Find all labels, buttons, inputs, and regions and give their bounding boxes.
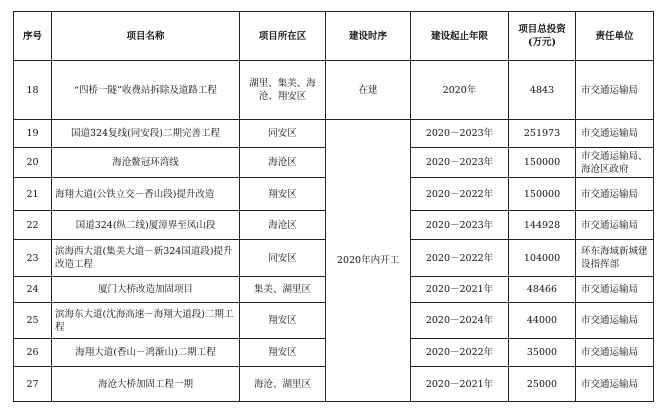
project-table — [13, 11, 654, 402]
row-seq: 26 — [14, 339, 52, 367]
row-seq: 20 — [14, 148, 52, 178]
header-unit: 责任单位 — [576, 12, 654, 61]
row-years: 2020－2024年 — [411, 303, 509, 339]
row-seq: 18 — [14, 61, 52, 120]
row-unit: 市交通运输局 — [576, 367, 654, 402]
row-name: 国道324(纵二线)厦漳界至凤山段 — [52, 211, 240, 240]
row-name: “四桥一隧”收费站拆除及道路工程 — [52, 61, 240, 120]
row-unit: 市交通运输局 — [576, 61, 654, 120]
row-years: 2020－2021年 — [411, 367, 509, 402]
header-years: 建设起止年限 — [411, 12, 509, 61]
row-investment: 144928 — [509, 211, 576, 240]
row-years: 2020－2021年 — [411, 277, 509, 303]
row-unit: 市交通运输局 — [576, 120, 654, 148]
header-investment-line1: 项目总投资 — [518, 24, 566, 35]
row-name: 滨海西大道(集美大道－新324国道段)提升改造工程 — [52, 240, 240, 277]
row-seq: 23 — [14, 240, 52, 277]
row-years: 2020－2022年 — [411, 240, 509, 277]
row-years: 2020－2023年 — [411, 148, 509, 178]
row-district: 海沧、湖里区 — [240, 367, 326, 402]
row-district: 海沧区 — [240, 211, 326, 240]
row-seq: 19 — [14, 120, 52, 148]
row-investment: 35000 — [509, 339, 576, 367]
row-district: 翔安区 — [240, 303, 326, 339]
row-seq: 27 — [14, 367, 52, 402]
row-investment: 150000 — [509, 148, 576, 178]
row-investment: 44000 — [509, 303, 576, 339]
row-unit: 市交通运输局 — [576, 178, 654, 211]
header-seq: 序号 — [14, 12, 52, 61]
row-name: 海沧鳌冠环湾线 — [52, 148, 240, 178]
row-investment: 25000 — [509, 367, 576, 402]
row-years: 2020年 — [411, 61, 509, 120]
row-seq: 22 — [14, 211, 52, 240]
timing-group-cell: 2020年内开工 — [326, 120, 411, 402]
row-unit: 市交通运输局 — [576, 211, 654, 240]
row-name: 海翔大道(公铁立交－香山段)提升改造 — [52, 178, 240, 211]
row-investment: 48466 — [509, 277, 576, 303]
table-row — [14, 61, 654, 120]
row-seq: 25 — [14, 303, 52, 339]
row-investment: 104000 — [509, 240, 576, 277]
table-row — [14, 120, 654, 148]
row-unit: 市交通运输局 — [576, 339, 654, 367]
row-district: 集美、湖里区 — [240, 277, 326, 303]
row-district: 翔安区 — [240, 339, 326, 367]
row-investment: 4843 — [509, 61, 576, 120]
row-investment: 251973 — [509, 120, 576, 148]
header-investment-line2: (万元) — [528, 37, 556, 48]
row-name: 国道324复线(同安段)二期完善工程 — [52, 120, 240, 148]
row-years: 2020－2023年 — [411, 211, 509, 240]
header-investment — [509, 12, 576, 61]
row-name: 海翔大道(香山－鸿渐山)二期工程 — [52, 339, 240, 367]
row-unit: 市交通运输局、海沧区政府 — [576, 148, 654, 178]
header-district: 项目所在区 — [240, 12, 326, 61]
row-years: 2020－2022年 — [411, 339, 509, 367]
row-seq: 24 — [14, 277, 52, 303]
row-name: 厦门大桥改造加固项目 — [52, 277, 240, 303]
row-district: 同安区 — [240, 120, 326, 148]
row-unit: 市交通运输局 — [576, 277, 654, 303]
row-timing: 在建 — [326, 61, 411, 120]
row-years: 2020－2023年 — [411, 120, 509, 148]
header-name: 项目名称 — [52, 12, 240, 61]
table-header-row — [14, 12, 654, 61]
row-investment: 150000 — [509, 178, 576, 211]
header-timing: 建设时序 — [326, 12, 411, 61]
row-name: 滨海东大道(沈海高速－海翔大道段)二期工程 — [52, 303, 240, 339]
row-unit: 环东海域新城建设指挥部 — [576, 240, 654, 277]
row-seq: 21 — [14, 178, 52, 211]
row-years: 2020－2022年 — [411, 178, 509, 211]
row-district: 同安区 — [240, 240, 326, 277]
row-district: 翔安区 — [240, 178, 326, 211]
row-unit: 市交通运输局 — [576, 303, 654, 339]
row-name: 海沧大桥加固工程一期 — [52, 367, 240, 402]
row-district: 海沧区 — [240, 148, 326, 178]
row-district: 湖里、集美、海沧、翔安区 — [240, 61, 326, 120]
